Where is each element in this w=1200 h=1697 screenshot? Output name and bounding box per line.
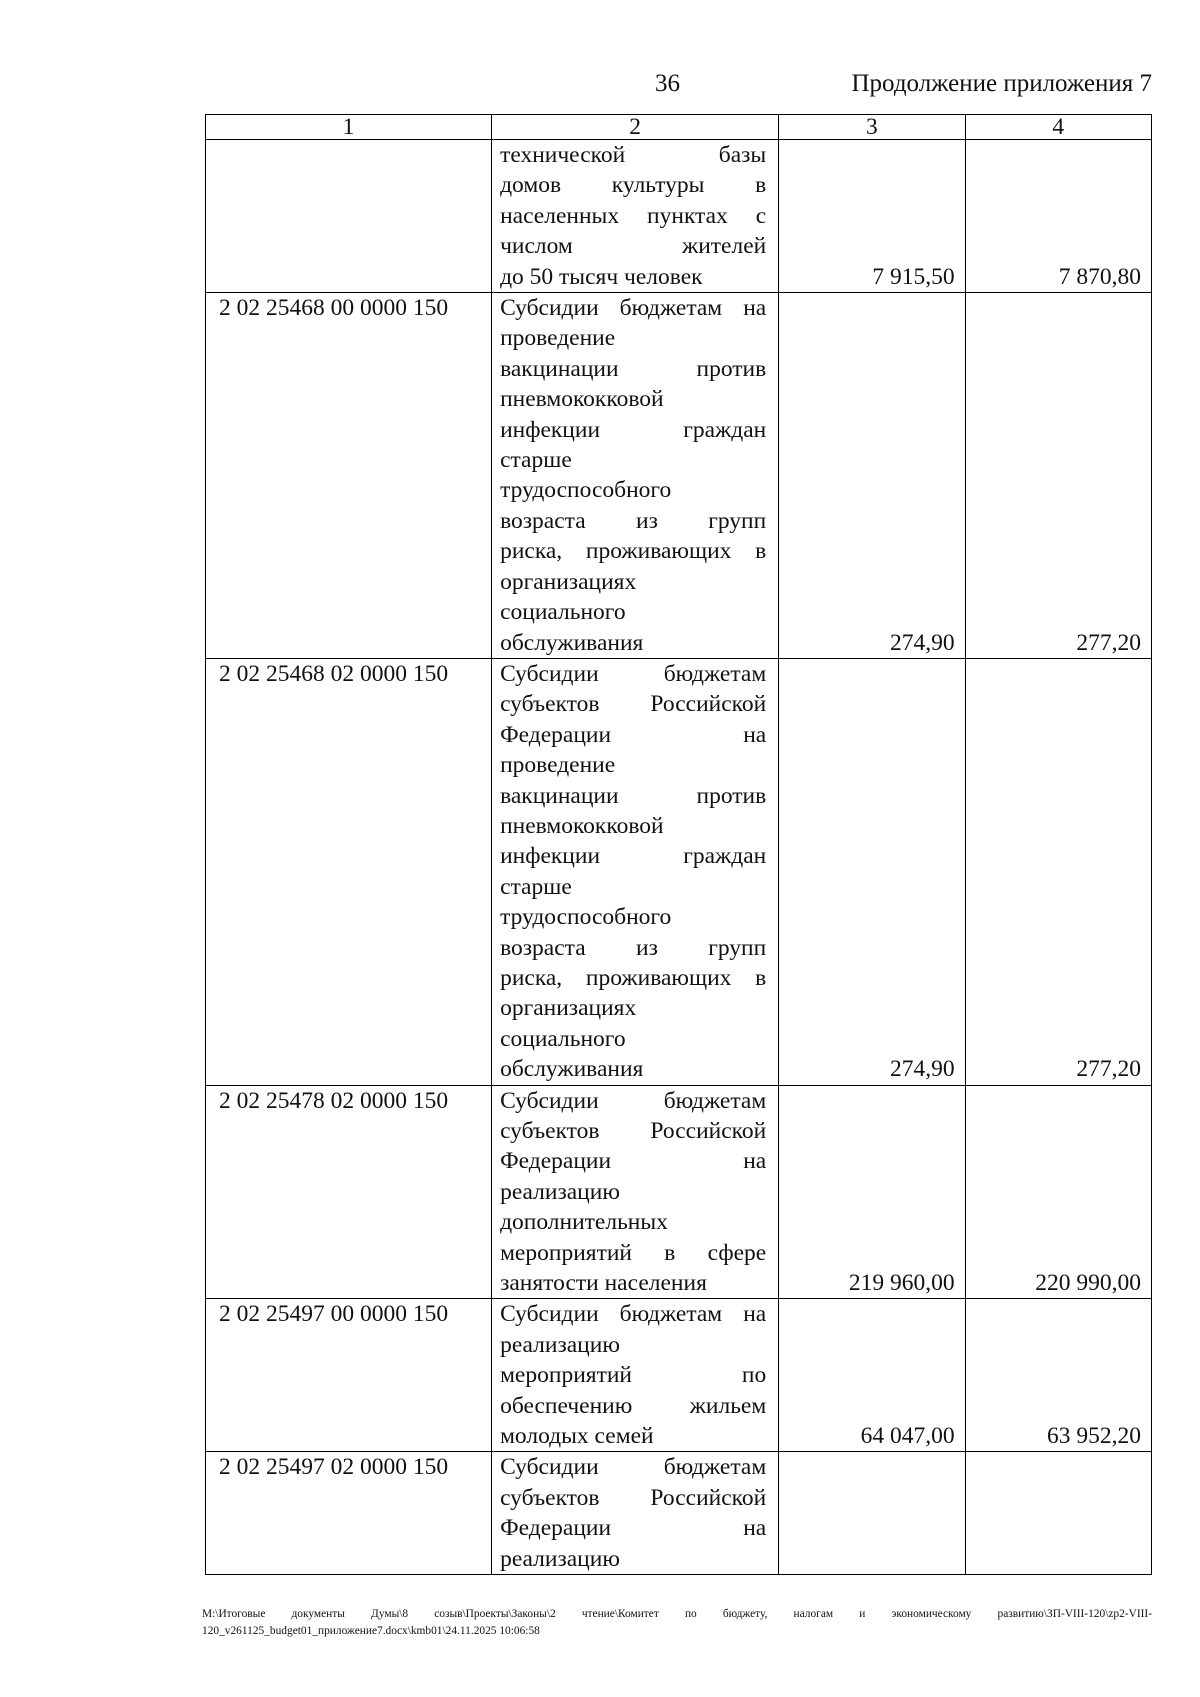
description-line: вакцинации против (500, 355, 767, 382)
description-line: населенных пунктах с (500, 202, 767, 229)
column-header-4: 4 (965, 115, 1151, 140)
description-line: проведение (500, 325, 616, 352)
description-line: проведение (500, 752, 616, 779)
amount-col4-cell: 220 990,00 (965, 1085, 1151, 1299)
description-line: обеспечению жильем (500, 1392, 767, 1419)
description-line: Федерации на (500, 721, 767, 748)
table-header-row (206, 115, 1152, 140)
description-cell (492, 140, 779, 293)
description-line: социального (500, 599, 626, 626)
description-cell (492, 1452, 779, 1575)
description-line: субъектов Российской (500, 1484, 767, 1511)
amount-col3-cell: 274,90 (779, 293, 965, 659)
budget-code-cell: 2 02 25478 02 0000 150 (206, 1085, 492, 1299)
description-line: старше (500, 873, 572, 900)
description-line: Федерации на (500, 1515, 767, 1542)
column-header-3: 3 (779, 115, 965, 140)
footer-file-path-cont: 120_v261125_budget01_приложение7.docx\kmb01\24.11.2025 10:06:58 (202, 1625, 540, 1637)
footer-file-path: М:\Итоговые документы Думы\8 созыв\Проекты\Законы\2 чтение\Комитет по бюджету, налогам и экономическому развитию\ЗП-VIII-120\zp2-VIII- (202, 1608, 1152, 1620)
description-line: пневмококковой (500, 386, 664, 413)
amount-col3-cell: 274,90 (779, 658, 965, 1085)
description-line: мероприятий по (500, 1362, 767, 1389)
description-line: обслуживания (500, 629, 644, 656)
amount-col3-cell: 219 960,00 (779, 1085, 965, 1299)
amount-col3-cell (779, 1452, 965, 1575)
column-header-1: 1 (206, 115, 492, 140)
column-header-2: 2 (492, 115, 779, 140)
table-row (206, 1085, 1152, 1299)
description-line: мероприятий в сфере (500, 1239, 767, 1266)
description-cell (492, 1299, 779, 1452)
description-line: инфекции граждан (500, 843, 767, 870)
table-row (206, 1452, 1152, 1575)
description-line: инфекции граждан (500, 416, 767, 443)
description-line: организациях (500, 568, 637, 595)
description-line: Федерации на (500, 1148, 767, 1175)
description-line: Субсидии бюджетам (500, 1087, 767, 1114)
description-line: занятости населения (500, 1270, 707, 1297)
amount-col4-cell (965, 1452, 1151, 1575)
amount-col4-cell: 63 952,20 (965, 1299, 1151, 1452)
table-row (206, 658, 1152, 1085)
description-line: старше (500, 447, 572, 474)
description-line: Субсидии бюджетам (500, 1454, 767, 1481)
description-cell (492, 293, 779, 659)
amount-col3-cell: 7 915,50 (779, 140, 965, 293)
description-line: до 50 тысяч человек (500, 263, 703, 290)
description-line: Субсидии бюджетам на (500, 1301, 767, 1328)
description-line: реализацию (500, 1331, 620, 1358)
description-cell (492, 1085, 779, 1299)
amount-col4-cell: 7 870,80 (965, 140, 1151, 293)
description-line: социального (500, 1025, 626, 1052)
budget-code-cell: 2 02 25497 00 0000 150 (206, 1299, 492, 1452)
description-line: молодых семей (500, 1423, 654, 1450)
description-line: обслуживания (500, 1056, 644, 1083)
description-line: организациях (500, 995, 637, 1022)
description-line: риска, проживающих в (500, 964, 767, 991)
description-line: реализацию (500, 1178, 620, 1205)
budget-code-cell: 2 02 25468 02 0000 150 (206, 658, 492, 1085)
description-line: пневмококковой (500, 812, 664, 839)
budget-code-cell: 2 02 25497 02 0000 150 (206, 1452, 492, 1575)
description-line: дополнительных (500, 1209, 668, 1236)
budget-table (205, 114, 1152, 1575)
description-line: технической базы (500, 142, 767, 168)
description-cell (492, 658, 779, 1085)
amount-col4-cell: 277,20 (965, 293, 1151, 659)
table-row (206, 1299, 1152, 1452)
budget-code-cell (206, 140, 492, 293)
continuation-title: Продолжение приложения 7 (851, 70, 1152, 97)
description-line: субъектов Российской (500, 691, 767, 718)
description-line: возраста из групп (500, 934, 767, 961)
description-line: возраста из групп (500, 507, 767, 534)
description-line: Субсидии бюджетам (500, 660, 767, 687)
amount-col3-cell: 64 047,00 (779, 1299, 965, 1452)
description-line: Субсидии бюджетам на (500, 295, 767, 322)
description-line: реализацию (500, 1545, 620, 1572)
budget-code-cell: 2 02 25468 00 0000 150 (206, 293, 492, 659)
description-line: субъектов Российской (500, 1118, 767, 1144)
description-line: вакцинации против (500, 782, 767, 809)
description-line: трудоспособного (500, 477, 672, 504)
amount-col4-cell: 277,20 (965, 658, 1151, 1085)
description-line: числом жителей (500, 233, 767, 260)
page-number: 36 (655, 70, 680, 97)
table-row (206, 140, 1152, 293)
table-row (206, 293, 1152, 659)
description-line: трудоспособного (500, 904, 672, 931)
description-line: риска, проживающих в (500, 538, 767, 565)
table-body (206, 140, 1152, 1575)
description-line: домов культуры в (500, 172, 767, 199)
